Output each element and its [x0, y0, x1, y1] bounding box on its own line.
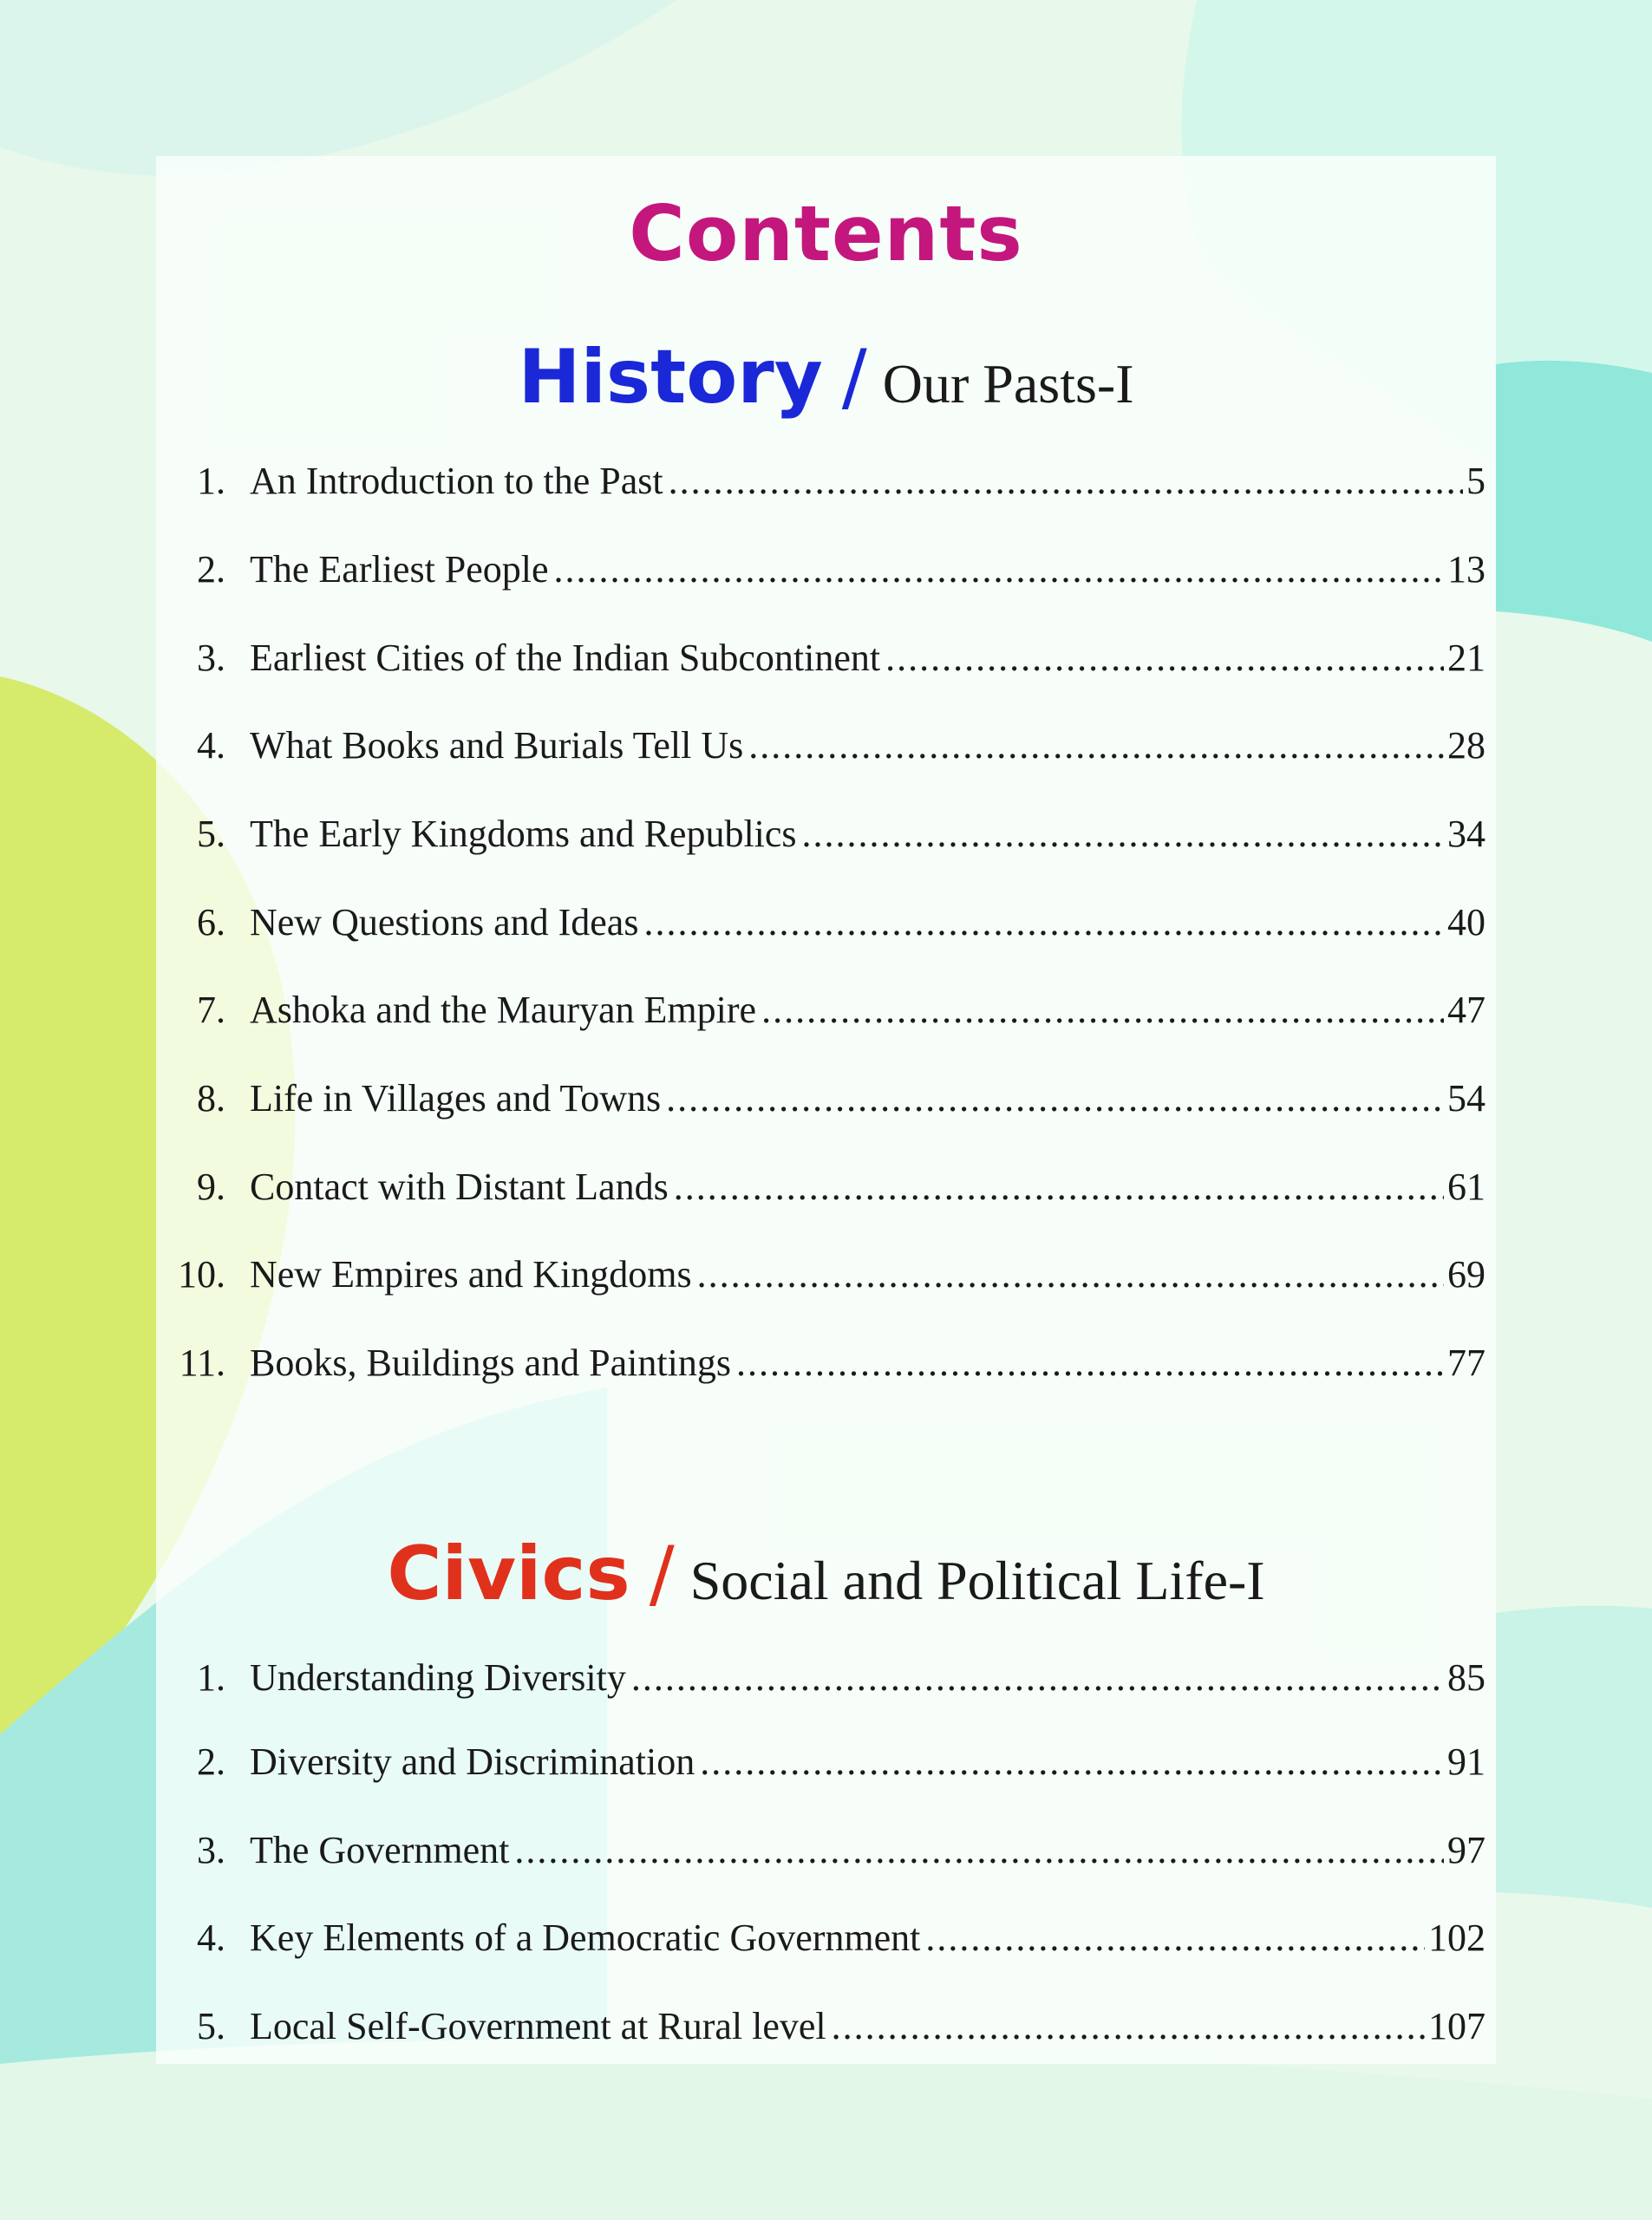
chapter-number: 1.	[197, 1656, 225, 1699]
page-number: 21	[1447, 637, 1485, 679]
dot-leader	[736, 1337, 1444, 1389]
page-number: 47	[1447, 989, 1485, 1031]
dot-leader	[631, 1652, 1444, 1704]
dot-leader	[748, 720, 1444, 772]
dot-leader	[802, 808, 1444, 860]
toc-row[interactable]	[156, 897, 1496, 949]
toc-row[interactable]	[156, 1249, 1496, 1301]
toc-row[interactable]	[156, 808, 1496, 860]
chapter-number: 3.	[197, 637, 225, 679]
chapter-title: Key Elements of a Democratic Government	[250, 1916, 921, 1959]
page-number: 34	[1447, 813, 1485, 855]
page-number: 40	[1447, 901, 1485, 944]
chapter-number: 4.	[197, 1916, 225, 1959]
page-number: 28	[1447, 724, 1485, 767]
page-number: 13	[1447, 548, 1485, 591]
toc-row[interactable]	[156, 455, 1496, 507]
chapter-title: Ashoka and the Mauryan Empire	[250, 989, 757, 1031]
chapter-title: The Earliest People	[250, 548, 549, 591]
dot-leader	[554, 544, 1444, 596]
chapter-title: The Government	[250, 1829, 510, 1871]
dot-leader	[885, 632, 1444, 684]
page-number: 85	[1447, 1656, 1485, 1699]
toc-row[interactable]	[156, 1161, 1496, 1213]
chapter-title: The Early Kingdoms and Republics	[250, 813, 797, 855]
dot-leader	[697, 1249, 1444, 1301]
page-number: 69	[1447, 1253, 1485, 1296]
chapter-number: 5.	[197, 2005, 225, 2047]
page-number: 5	[1466, 460, 1485, 502]
toc-row[interactable]	[156, 1825, 1496, 1877]
chapter-title: An Introduction to the Past	[250, 460, 663, 502]
civics-subheading: Social and Political Life-I	[689, 1550, 1265, 1611]
chapter-title: Life in Villages and Towns	[250, 1077, 662, 1120]
dot-leader	[832, 2001, 1425, 2053]
chapter-number: 5.	[197, 813, 225, 855]
dot-leader	[700, 1736, 1444, 1788]
chapter-number: 2.	[197, 1740, 225, 1783]
history-heading-slash: /	[841, 334, 867, 421]
toc-row[interactable]	[156, 1736, 1496, 1788]
toc-row[interactable]	[156, 632, 1496, 684]
page-number: 97	[1447, 1829, 1485, 1871]
history-section-heading	[156, 334, 1496, 438]
page-number: 91	[1447, 1740, 1485, 1783]
chapter-number: 9.	[197, 1166, 225, 1208]
toc-row[interactable]	[156, 1337, 1496, 1389]
civics-section-heading	[156, 1531, 1496, 1635]
toc-row[interactable]	[156, 720, 1496, 772]
chapter-title: Contact with Distant Lands	[250, 1166, 669, 1208]
chapter-title: Understanding Diversity	[250, 1656, 626, 1699]
toc-row[interactable]	[156, 1912, 1496, 1964]
chapter-number: 11.	[179, 1342, 225, 1384]
page-title: Contents	[629, 189, 1023, 278]
page-number: 54	[1447, 1077, 1485, 1120]
chapter-title: Diversity and Discrimination	[250, 1740, 695, 1783]
dot-leader	[514, 1825, 1444, 1877]
toc-row[interactable]	[156, 1073, 1496, 1125]
page-number: 61	[1447, 1166, 1485, 1208]
civics-heading-label: Civics	[387, 1531, 630, 1617]
dot-leader	[925, 1912, 1425, 1964]
chapter-title: Books, Buildings and Paintings	[250, 1342, 731, 1384]
toc-row[interactable]	[156, 2001, 1496, 2053]
toc-row[interactable]	[156, 984, 1496, 1036]
toc-row[interactable]	[156, 1652, 1496, 1704]
page-number: 107	[1428, 2005, 1485, 2047]
history-subheading: Our Pasts-I	[882, 353, 1134, 415]
dot-leader	[674, 1161, 1444, 1213]
history-heading-label: History	[518, 334, 823, 421]
dot-leader	[643, 897, 1444, 949]
page-number: 77	[1447, 1342, 1485, 1384]
chapter-number: 1.	[197, 460, 225, 502]
page-number: 102	[1428, 1916, 1485, 1959]
chapter-number: 2.	[197, 548, 225, 591]
civics-heading-slash: /	[649, 1531, 675, 1617]
dot-leader	[761, 984, 1444, 1036]
chapter-number: 10.	[178, 1253, 225, 1296]
dot-leader	[669, 455, 1463, 507]
chapter-number: 4.	[197, 724, 225, 767]
chapter-number: 7.	[197, 989, 225, 1031]
dot-leader	[666, 1073, 1444, 1125]
chapter-number: 8.	[197, 1077, 225, 1120]
chapter-title: New Empires and Kingdoms	[250, 1253, 692, 1296]
chapter-title: Local Self-Government at Rural level	[250, 2005, 826, 2047]
contents-panel	[156, 156, 1496, 2064]
chapter-number: 3.	[197, 1829, 225, 1871]
toc-row[interactable]	[156, 544, 1496, 596]
chapter-title: New Questions and Ideas	[250, 901, 639, 944]
chapter-number: 6.	[197, 901, 225, 944]
chapter-title: What Books and Burials Tell Us	[250, 724, 744, 767]
chapter-title: Earliest Cities of the Indian Subcontinent	[250, 637, 881, 679]
